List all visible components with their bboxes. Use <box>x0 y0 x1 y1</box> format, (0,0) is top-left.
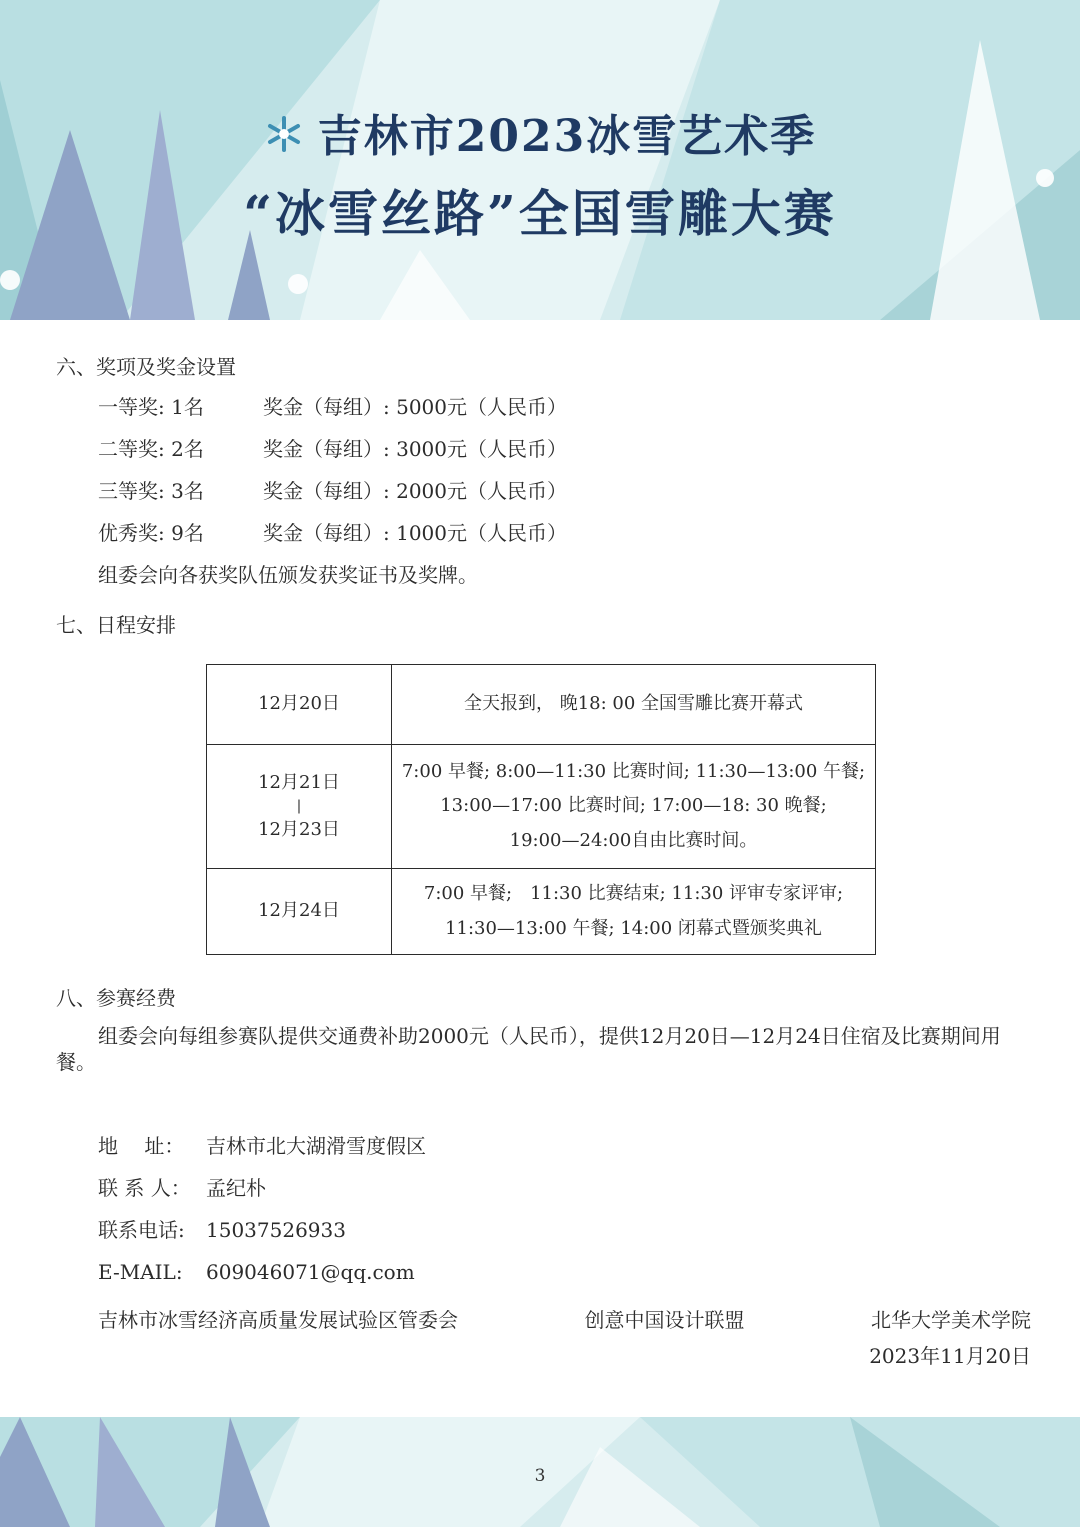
contact-address-row <box>98 1125 1031 1167</box>
date-range-separator: | <box>296 798 302 815</box>
phone-label: 联系电话: <box>98 1218 185 1242</box>
table-row <box>207 745 876 869</box>
contact-phone-row <box>98 1209 1031 1251</box>
schedule-line: 19:00—24:00自由比赛时间。 <box>509 829 758 851</box>
schedule-line: 7:00 早餐; 11:30 比赛结束; 11:30 评审专家评审; <box>423 883 844 905</box>
prize-name: 优秀奖: 9名 <box>98 521 204 545</box>
prize-list <box>56 386 1031 596</box>
prize-name: 一等奖: 1名 <box>98 395 204 419</box>
schedule-line: 全天报到， 晚18: 00 全国雪雕比赛开幕式 <box>463 693 804 715</box>
prize-row <box>98 470 1031 512</box>
funding-paragraph: 组委会向每组参赛队提供交通费补助2000元（人民币），提供12月20日—12月24日住宿及比赛期间用餐。 <box>56 1024 1001 1074</box>
issue-date: 2023年11月20日 <box>869 1344 1031 1368</box>
prize-amount: 奖金（每组）: 3000元（人民币） <box>263 437 567 461</box>
schedule-line: 13:00—17:00 比赛时间; 17:00—18: 30 晚餐; <box>440 795 827 817</box>
person-value: 孟纪朴 <box>206 1176 266 1200</box>
page-number: 3 <box>534 1466 546 1486</box>
prize-row <box>98 428 1031 470</box>
person-label: 联 系 人： <box>98 1176 191 1200</box>
snowflake-icon <box>264 114 304 154</box>
prize-row <box>98 512 1031 554</box>
prize-note: 组委会向各获奖队伍颁发获奖证书及奖牌。 <box>98 563 478 587</box>
contact-block <box>98 1125 1031 1293</box>
prize-name: 二等奖: 2名 <box>98 437 204 461</box>
organizer-name: 创意中国设计联盟 <box>584 1308 745 1332</box>
organizers <box>98 1299 1031 1341</box>
phone-value: 15037526933 <box>206 1218 346 1242</box>
schedule-date: 12月24日 <box>207 869 392 955</box>
schedule-line: 7:00 早餐; 8:00—11:30 比赛时间; 11:30—13:00 午餐; <box>401 761 866 783</box>
section-heading-funding: 八、参赛经费 <box>56 986 176 1010</box>
schedule-detail <box>392 745 876 869</box>
organizer-name: 北华大学美术学院 <box>871 1308 1031 1332</box>
title-line-2: “冰雪丝路”全国雪雕大赛 <box>243 184 837 243</box>
prize-amount: 奖金（每组）: 1000元（人民币） <box>263 521 567 545</box>
prize-name: 三等奖: 3名 <box>98 479 204 503</box>
title-text-1: 吉林市2023冰雪艺术季 <box>317 111 817 162</box>
schedule-table <box>206 664 876 955</box>
title-line-1 <box>264 100 816 164</box>
schedule-detail <box>392 869 876 955</box>
prize-amount: 奖金（每组）: 2000元（人民币） <box>263 479 567 503</box>
email-label: E-MAIL: <box>98 1260 183 1284</box>
section-heading-awards: 六、奖项及奖金设置 <box>56 355 236 379</box>
contact-person-row <box>98 1167 1031 1209</box>
organizer-name: 吉林市冰雪经济高质量发展试验区管委会 <box>98 1308 458 1332</box>
email-value[interactable]: 609046071@qq.com <box>206 1260 415 1284</box>
table-row <box>207 869 876 955</box>
schedule-date: 12月20日 <box>207 665 392 745</box>
schedule-detail <box>392 665 876 745</box>
schedule-line: 11:30—13:00 午餐; 14:00 闭幕式暨颁奖典礼 <box>445 917 822 939</box>
prize-row <box>98 386 1031 428</box>
schedule-date-end: 12月23日 <box>258 818 340 840</box>
address-label: 地 址： <box>98 1134 185 1158</box>
schedule-date-start: 12月21日 <box>258 772 340 794</box>
section-heading-schedule: 七、日程安排 <box>56 613 176 637</box>
address-value: 吉林市北大湖滑雪度假区 <box>206 1134 426 1158</box>
table-row <box>207 665 876 745</box>
title-block <box>0 100 1080 246</box>
content <box>56 352 1031 1371</box>
contact-email-row <box>98 1251 1031 1293</box>
schedule-date-range <box>207 745 392 869</box>
prize-amount: 奖金（每组）: 5000元（人民币） <box>263 395 567 419</box>
